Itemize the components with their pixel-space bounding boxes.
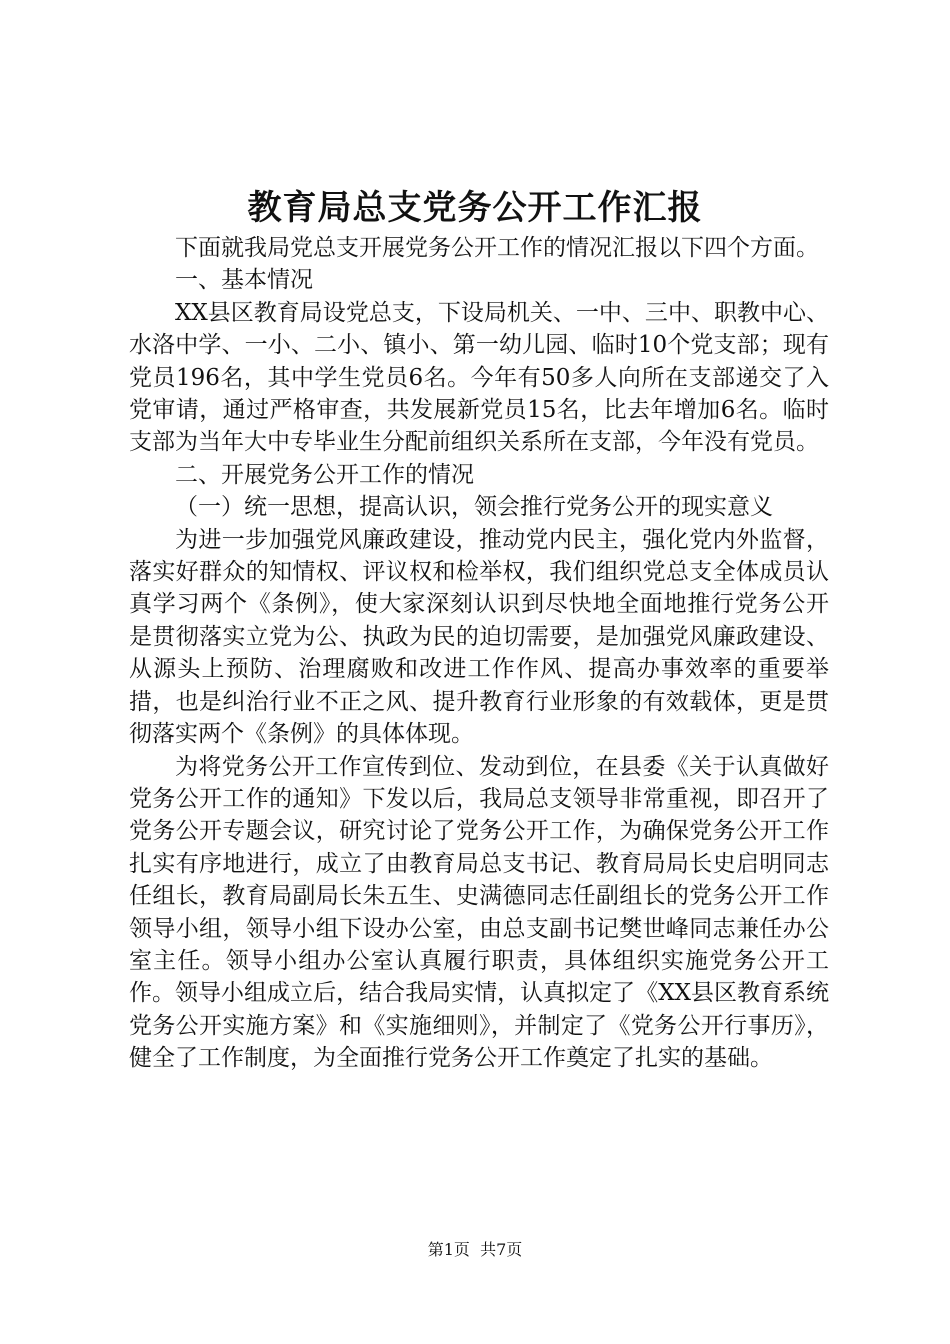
- heading-work-situation: 二、开展党务公开工作的情况: [175, 461, 474, 488]
- page-number-total: 共7页: [480, 1240, 523, 1259]
- paragraph-leading-group: 为将党务公开工作宣传到位、发动到位，在县委《关于认真做好党务公开工作的通知》下发以后，我局总支领导非常重视，即召开了党务公开专题会议，研究讨论了党务公开工作，为确保党务公开工作扎实有序地进行，成立了由教育局总支书记、教育局局长史启明同志任组长，教育局副局长朱五生、史满德同志任副组长的党务公开工作领导小组，领导小组下设办公室，由总支副书记樊世峰同志兼任办公室主任。领导小组办公室认真履行职责，具体组织实施党务公开工作。领导小组成立后，结合我局实情，认真拟定了《XX县区教育系统党务公开实施方案》和《实施细则》，并制定了《党务公开行事历》，健全了工作制度，为全面推行党务公开工作奠定了扎实的基础。: [129, 753, 829, 1072]
- paragraph-basic-situation: XX县区教育局设党总支，下设局机关、一中、三中、职教中心、水洛中学、一小、二小、镇小、第一幼儿园、临时10个党支部；现有党员196名，其中学生党员6名。今年有50多人向所在支部递交了入党审请，通过严格审查，共发展新党员15名，比去年增加6名。临时支部为当年大中专毕业生分配前组织关系所在支部，今年没有党员。: [129, 299, 829, 456]
- paragraph-study-regulations: 为进一步加强党风廉政建设，推动党内民主，强化党内外监督，落实好群众的知情权、评议权和检举权，我们组织党总支全体成员认真学习两个《条例》，使大家深刻认识到尽快地全面地推行党务公开是贯彻落实立党为公、执政为民的迫切需要，是加强党风廉政建设、从源头上预防、治理腐败和改进工作作风、提高办事效率的重要举措，也是纠治行业不正之风、提升教育行业形象的有效载体，更是贯彻落实两个《条例》的具体体现。: [129, 526, 829, 748]
- footer-spacer: [470, 1240, 480, 1259]
- subheading-unify-thinking: （一）统一思想，提高认识，领会推行党务公开的现实意义: [175, 494, 773, 521]
- page-footer: [0, 1239, 950, 1261]
- page-number-current: 第1页: [427, 1240, 470, 1259]
- paragraph-intro: 下面就我局党总支开展党务公开工作的情况汇报以下四个方面。: [175, 235, 819, 261]
- heading-basic-situation: 一、基本情况: [175, 267, 313, 294]
- document-title: 教育局总支党务公开工作汇报: [247, 188, 703, 228]
- document-body: [129, 232, 829, 1075]
